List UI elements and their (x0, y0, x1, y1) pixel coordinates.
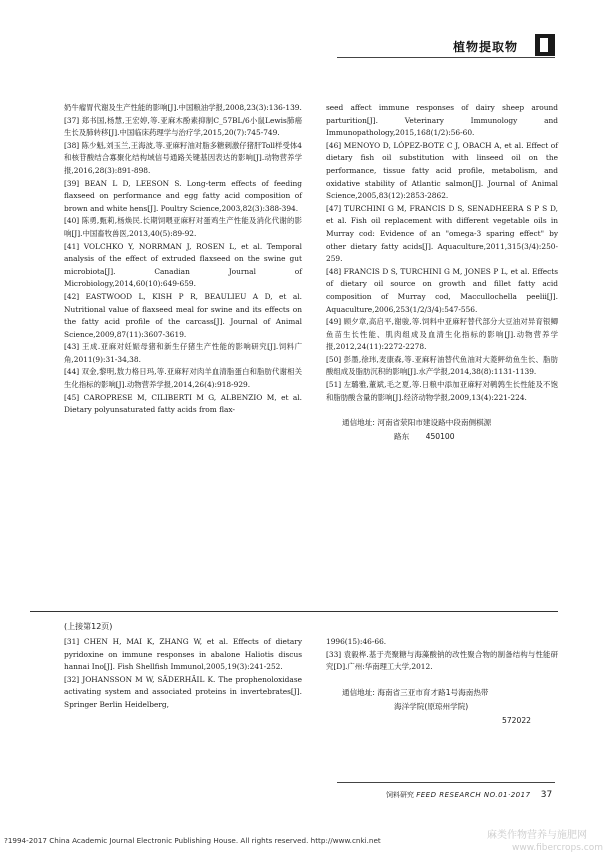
reference-item: [33] 袁毅桦.基于壳聚糖与海藻酸钠的改性聚合物的制备结构与性能研究[D].广州:华南理工大学,2012. (326, 649, 558, 672)
reference-item: [48] FRANCIS D S, TURCHINI G M, JONES P L, et al. Effects of dietary oil source on growth and fillet fatty acid composition of Murray cod, Maccullochella peelii[J]. Aquaculture,2006,253(1/2/3/4):547-556. (326, 266, 558, 314)
address-line2: 海洋学院(原琼州学院) (394, 701, 469, 711)
address-zip: 572022 (502, 715, 531, 725)
references-column-left-bottom (64, 636, 302, 712)
references-column-right-top (326, 102, 558, 444)
address-label: 通信地址: (342, 418, 375, 428)
reference-item: [43] 王成.亚麻对妊娠母猪和新生仔猪生产性能的影响研究[J].饲料广角,2011(9):31-34,38. (64, 342, 302, 364)
section-corner-mark (535, 34, 555, 56)
reference-item: seed affect immune responses of dairy sheep around parturition[J]. Veterinary Immunology and Immunopathology,2015,168(1/2):56-60. (326, 103, 558, 138)
reference-item: [44] 双金,黎明,敖力格日玛,等.亚麻籽对肉羊血清脂蛋白和脂肪代谢相关生化指标的影响[J].动物营养学报,2014,26(4):918-929. (64, 367, 302, 390)
journal-name-en: FEED RESEARCH NO.01·2017 (416, 791, 531, 799)
reference-item: [32] JOHANSSON M W, SÄDERHÄIL K. The prophenoloxidase activating system and associated proteins in invertebrates[J]. Springer Berlin Heidelberg, (64, 674, 302, 709)
author-address (326, 686, 558, 728)
reference-item: [40] 陈勇,甄莉,杨焕民.长期饲喂亚麻籽对蛋鸡生产性能及消化代谢的影响[J].中国畜牧兽医,2013,40(5):89-92. (64, 216, 302, 238)
reference-item: [38] 陈少魁,刘玉兰,王海波,等.亚麻籽油对脂多糖刺激仔猪肝Toll样受体4和核苷酸结合寡聚化结构域信号通路关键基因表达的影响[J].动物营养学报,2016,28(3):891-898. (64, 140, 302, 175)
reference-item: [37] 郑书国,杨慧,王宏婷,等.亚麻木酚素抑制C_57BL/6小鼠Lewis肺癌生长及肺转移[J].中国临床药理学与治疗学,2015,20(7):745-749. (64, 115, 302, 138)
address-zip: 450100 (425, 432, 455, 442)
author-address (326, 416, 558, 444)
reference-item: [42] EASTWOOD L, KISH P R, BEAULIEU A D, et al. Nutritional value of flaxseed meal for swine and its effects on the fatty acid profile of the carcass[J]. Journal of Animal Science,2009,87(11):3607-3619. (64, 291, 302, 339)
watermark-text: 麻类作物营养与施肥网 (487, 830, 587, 841)
page-footer (386, 790, 552, 800)
address-line1: 河南省荥阳市建设路中段南侧棋源 (377, 418, 492, 428)
address-line2: 路东 (394, 432, 410, 442)
page-number: 37 (540, 790, 553, 800)
references-column-left-top (64, 102, 302, 417)
reference-item: [39] BEAN L D, LEESON S. Long-term effects of feeding flaxseed on performance and egg fatty acid composition of brown and white hens[J]. Poultry Science,2003,82(3):388-394. (64, 178, 302, 213)
copyright-line: ?1994-2017 China Academic Journal Electronic Publishing House. All rights reserved. http://www.cnki.net (4, 836, 381, 845)
reference-item: [50] 彭墨,徐玮,麦康森,等.亚麻籽油替代鱼油对大菱鲆幼鱼生长、脂肪酸组成及脂肪沉积的影响[J].水产学报,2014,38(8):1131-1139. (326, 354, 558, 377)
watermark-url: www.fibercrops.com (512, 843, 603, 853)
header-rule (337, 57, 555, 58)
reference-item: [46] MENOYO D, LÓPEZ-BOTE C J, OBACH A, et al. Effect of dietary fish oil substitution with linseed oil on the performance, tissue fatty acid profile, metabolism, and oxidative stability of Atlantic salmon[J]. Journal of Animal Science,2005,83(12):2853-2862. (326, 140, 558, 201)
continued-note: (上接第12页) (64, 622, 113, 631)
reference-item: 奶牛瘤胃代谢及生产性能的影响[J].中国粮油学报,2008,23(3):136-139. (64, 103, 302, 112)
reference-item: [45] CAROPRESE M, CILIBERTI M G, ALBENZIO M, et al. Dietary polyunsaturated fatty acids from flax- (64, 392, 302, 415)
reference-item: [49] 顾夕章,高启平,谢骏,等.饲料中亚麻籽替代部分大豆油对异育银鲫鱼苗生长性能、肌肉组成及血清生化指标的影响[J].动物营养学报,2012,24(11):2272-2278. (326, 317, 558, 352)
section-title: 植物提取物 (453, 40, 519, 54)
reference-item: [47] TURCHINI G M, FRANCIS D S, SENADHEERA S P S D, et al. Fish oil replacement with different vegetable oils in Murray cod: Evidence of an "omega-3 sparing effect" by other dietary fatty acids[J]. Aquaculture,2011,315(3/4):250-259. (326, 203, 558, 264)
reference-item: 1996(15):46-66. (326, 637, 387, 646)
references-column-right-bottom (326, 636, 558, 728)
footer-rule (337, 782, 555, 783)
reference-item: [41] VOLCHKO Y, NORRMAN J, ROSEN L, et al. Temporal analysis of the effect of extruded flaxseed on the swine gut microbiota[J]. Canadian Journal of Microbiology,2014,60(10):649-659. (64, 241, 302, 289)
reference-item: [51] 左璐雅,董斌,毛之夏,等.日粮中添加亚麻籽对鹌鹑生长性能及不饱和脂肪酸含量的影响[J].经济动物学报,2009,13(4):221-224. (326, 380, 558, 402)
address-label: 通信地址: (342, 687, 375, 697)
section-divider (30, 611, 558, 612)
reference-item: [31] CHEN H, MAI K, ZHANG W, et al. Effects of dietary pyridoxine on immune responses in abalone Haliotis discus hannai Ino[J]. Fish Shellfish Immunol,2005,19(3):241-252. (64, 637, 302, 672)
journal-name-cn: 饲料研究 (386, 791, 414, 799)
address-line1: 海南省三亚市育才路1号海南热带 (377, 687, 489, 697)
